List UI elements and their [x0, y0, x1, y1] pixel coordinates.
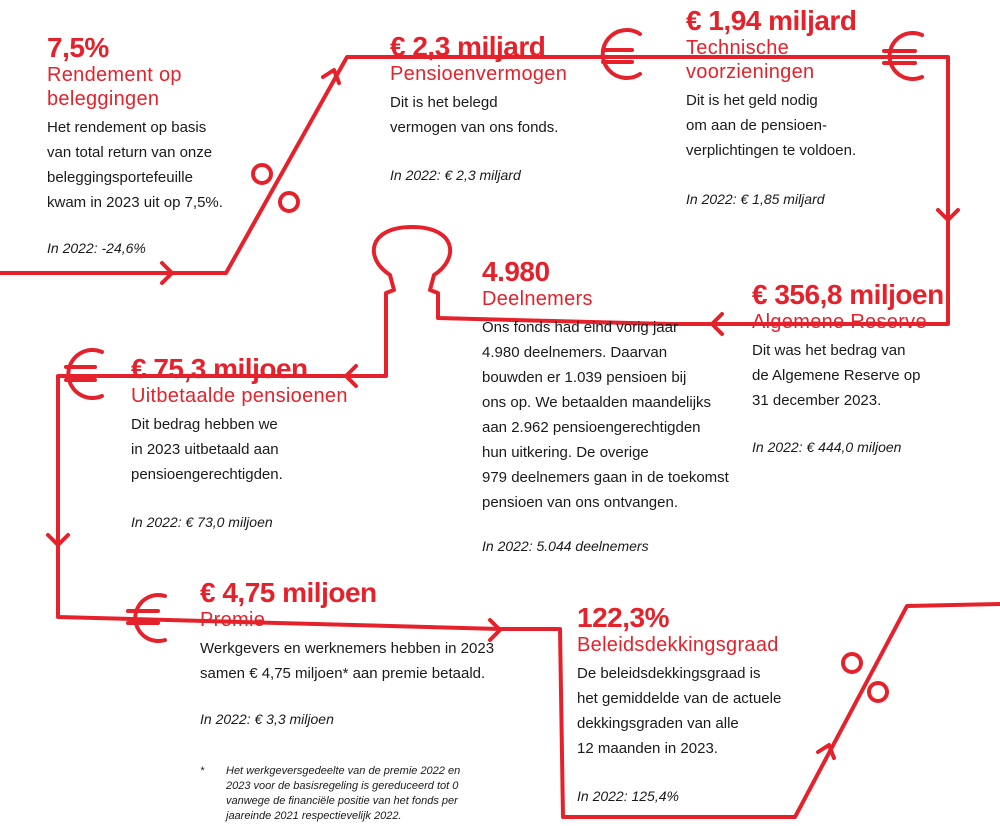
pensioenvermogen-value: € 2,3 miljard — [390, 31, 546, 62]
technische-description: Dit is het geld nodig om aan de pensioen- verplichtingen te voldoen. — [686, 92, 857, 159]
uitbetaald-description: Dit bedrag hebben we in 2023 uitbetaald aan pensioengerechtigden. — [131, 416, 283, 483]
euro-icon — [603, 30, 640, 78]
deelnemers-label: Deelnemers — [482, 288, 593, 310]
footnote-mark: * — [200, 765, 205, 777]
pensioenvermogen-block — [390, 32, 567, 140]
deelnemers-value: 4.980 — [482, 256, 550, 287]
uitbetaald-label: Uitbetaalde pensioenen — [131, 385, 348, 407]
reserve-block — [752, 280, 944, 413]
technische-previous: In 2022: € 1,85 miljard — [686, 191, 825, 207]
rendement-description: Het rendement op basis van total return van onze beleggingsportefeuille kwam in 2023 uit op 7,5%. — [47, 119, 223, 211]
rendement-previous: In 2022: -24,6% — [47, 240, 146, 256]
pensioenvermogen-label: Pensioenvermogen — [390, 63, 568, 85]
rendement-block — [47, 33, 223, 215]
uitbetaald-previous: In 2022: € 73,0 miljoen — [131, 514, 273, 530]
percent-icon — [843, 654, 887, 701]
rendement-label: Rendement op beleggingen — [47, 64, 182, 110]
deelnemers-block — [482, 257, 729, 515]
pensioenvermogen-description: Dit is het belegd vermogen van ons fonds. — [390, 94, 559, 136]
dekking-previous: In 2022: 125,4% — [577, 788, 679, 804]
premie-value: € 4,75 miljoen — [200, 577, 377, 608]
dekking-label: Beleidsdekkingsgraad — [577, 634, 779, 656]
premie-label: Premie — [200, 609, 266, 631]
reserve-label: Algemene Reserve — [752, 311, 927, 333]
premie-block — [200, 578, 494, 686]
pensioenvermogen-previous: In 2022: € 2,3 miljard — [390, 167, 521, 183]
technische-block — [686, 6, 856, 163]
technische-value: € 1,94 miljard — [686, 5, 857, 36]
footnote-text: Het werkgeversgedeelte van de premie 2022 en 2023 voor de basisregeling is gereduceerd tot 0 vanwege de financiële positie van het fonds per jaareinde 2021 respectievelijk 2022. — [226, 765, 461, 822]
rendement-value: 7,5% — [47, 32, 109, 63]
arrow-icon — [323, 70, 339, 83]
premie-description: Werkgevers en werknemers hebben in 2023 samen € 4,75 miljoen* aan premie betaald. — [200, 640, 495, 682]
deelnemers-description: Ons fonds had eind vorig jaar 4.980 deelnemers. Daarvan bouwden er 1.039 pensioen bij ons op. We betaalden maandelijks aan 2.962 pensioengerechtigden hun uitkering. De overige 979 deelnemers gaan in de toekomst pensioen van ons ontvangen. — [482, 319, 729, 511]
reserve-description: Dit was het bedrag van de Algemene Reserve op 31 december 2023. — [752, 342, 921, 409]
footnote — [200, 764, 460, 824]
reserve-value: € 356,8 miljoen — [752, 279, 944, 310]
dekking-description: De beleidsdekkingsgraad is het gemiddelde van de actuele dekkingsgraden van alle 12 maanden in 2023. — [577, 665, 782, 757]
deelnemers-previous: In 2022: 5.044 deelnemers — [482, 538, 649, 554]
dekking-value: 122,3% — [577, 602, 669, 633]
uitbetaald-block — [131, 354, 348, 487]
dekking-block — [577, 603, 781, 761]
premie-previous: In 2022: € 3,3 miljoen — [200, 711, 334, 727]
technische-label: Technische voorzieningen — [686, 37, 815, 83]
reserve-previous: In 2022: € 444,0 miljoen — [752, 439, 902, 455]
uitbetaald-value: € 75,3 miljoen — [131, 353, 308, 384]
